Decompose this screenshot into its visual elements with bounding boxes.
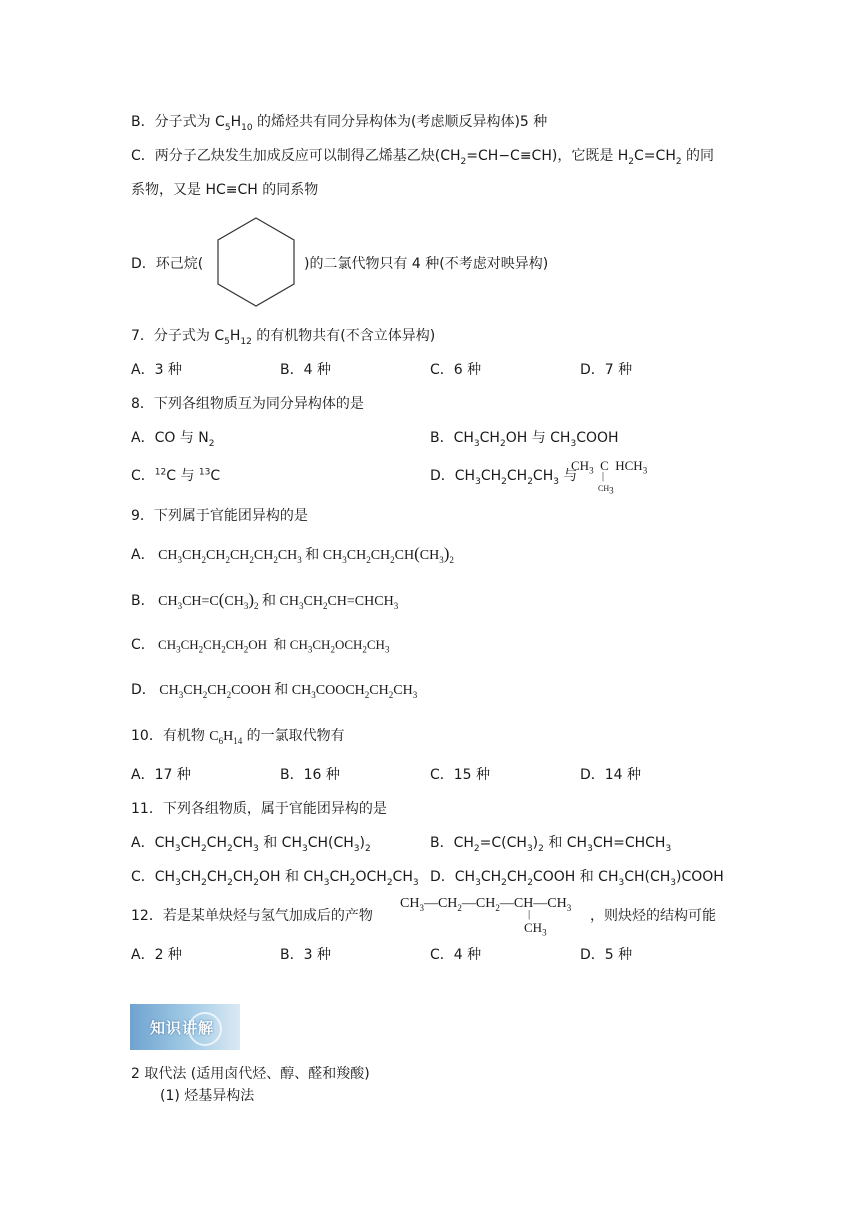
q8-option-a: A．CO 与 $N_2$ bbox=[131, 430, 215, 449]
q9-option-b: B． $CH_3CH=C(CH_3)_2$ 和 $CH_3CH_2CH=CHCH_3$ bbox=[131, 590, 399, 611]
q11-option-c: C．$CH_3CH_2CH_2CH_2OH$ 和 $CH_3CH_2OCH_2CH_3$ bbox=[131, 869, 419, 888]
q11-option-a: A．$CH_3CH_2CH_2CH_3$ 和 $CH_3CH(CH_3)_2$ bbox=[131, 835, 371, 854]
q9-option-a: A． $CH_3CH_2CH_2CH_2CH_2CH_3$ 和 $CH_3CH_2CH_2CH(CH_3)_2$ bbox=[131, 544, 454, 565]
q12-structure-bond: | bbox=[528, 908, 531, 920]
q10-option-b: B．16 种 bbox=[280, 767, 340, 783]
q8-option-b: B．$CH_3CH_2OH$ 与 $CH_3COOH$ bbox=[430, 430, 619, 449]
q11-stem: 11．下列各组物质，属于官能团异构的是 bbox=[131, 801, 387, 817]
q10-option-d: D．14 种 bbox=[580, 767, 642, 783]
q7-option-c: C．6 种 bbox=[430, 362, 482, 378]
cyclohexane-hexagon bbox=[214, 216, 298, 308]
q12-stem-prefix: 12．若是某单炔烃与氢气加成后的产物 bbox=[131, 908, 373, 924]
q11-option-b: B．$CH_2=C(CH_3)_2$ 和 $CH_3CH=CHCH_3$ bbox=[430, 835, 672, 854]
q6-option-d-suffix: )的二氯代物只有 4 种(不考虑对映异构) bbox=[304, 256, 549, 272]
q9-option-c: C． $CH_3CH_2CH_2CH_2OH$ 和 $CH_3CH_2OCH_2CH_3$ bbox=[131, 637, 390, 655]
knowledge-banner bbox=[130, 1004, 240, 1050]
section-title: 2 取代法 (适用卤代烃、醇、醛和羧酸) bbox=[131, 1066, 370, 1082]
q8-d-structure-top: $CH_3$ C $HCH_3$ bbox=[571, 458, 648, 476]
q12-stem-suffix: ，则炔烃的结构可能 bbox=[590, 908, 716, 924]
banner-circle-icon bbox=[188, 1012, 222, 1046]
q8-stem: 8．下列各组物质互为同分异构体的是 bbox=[131, 396, 364, 412]
q12-option-c: C．4 种 bbox=[430, 947, 482, 963]
q11-option-d: D．$CH_3CH_2CH_2COOH$ 和 $CH_3CH(CH_3)COOH$ bbox=[430, 869, 724, 888]
section-subtitle: (1) 烃基异构法 bbox=[160, 1088, 255, 1104]
q8-d-structure-bond: | bbox=[602, 471, 605, 482]
q12-structure-main: $CH_3—CH_2—CH_2—CH—CH_3$ bbox=[400, 896, 572, 913]
q6-option-c-line2: 系物，又是 HC≡CH 的同系物 bbox=[131, 182, 319, 198]
q8-d-structure-bottom: $CH_3$ bbox=[598, 484, 614, 496]
knowledge-banner-label: 知识讲解 bbox=[150, 1019, 215, 1037]
q6-option-b: B．分子式为 $C_5H_{10}$ 的烯烃共有同分异构体为(考虑顺反异构体)5 种 bbox=[131, 114, 548, 133]
q8-option-d: D．$CH_3CH_2CH_2CH_3$ 与 bbox=[430, 468, 578, 487]
q10-stem: 10．有机物 $C_6H_{14}$ 的一氯取代物有 bbox=[131, 728, 345, 746]
q8-option-c: C．$^{12}$C 与 $^{13}$C bbox=[131, 467, 221, 484]
q10-option-c: C．15 种 bbox=[430, 767, 491, 783]
q9-stem: 9．下列属于官能团异构的是 bbox=[131, 508, 308, 524]
q9-option-d: D． $CH_3CH_2CH_2COOH$ 和 $CH_3COOCH_2CH_2CH_3$ bbox=[131, 682, 418, 700]
q10-option-a: A．17 种 bbox=[131, 767, 191, 783]
q7-option-d: D．7 种 bbox=[580, 362, 633, 378]
q12-option-b: B．3 种 bbox=[280, 947, 331, 963]
q12-option-d: D．5 种 bbox=[580, 947, 633, 963]
q12-structure-branch: $CH_3$ bbox=[524, 920, 547, 938]
q7-option-a: A．3 种 bbox=[131, 362, 182, 378]
q6-option-d-prefix: D．环己烷( bbox=[131, 256, 204, 272]
q12-option-a: A．2 种 bbox=[131, 947, 182, 963]
q6-option-c-line1: C．两分子乙炔发生加成反应可以制得乙烯基乙炔$(CH_2=CH-C\equiv CH)$，它既是 $H_2C=CH_2$ 的同 bbox=[131, 148, 715, 167]
q7-option-b: B．4 种 bbox=[280, 362, 331, 378]
q7-stem: 7．分子式为 $C_5H_{12}$ 的有机物共有(不含立体异构) bbox=[131, 328, 436, 347]
